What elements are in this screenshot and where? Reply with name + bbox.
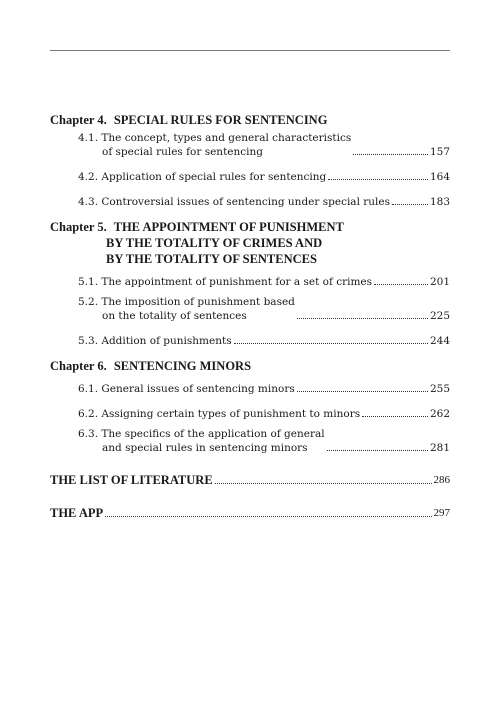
entry-label: 4.2. Application of special rules for sentencing <box>78 171 327 183</box>
chapter-title-line: BY THE TOTALITY OF SENTENCES <box>106 252 317 266</box>
entry-label: 5.3. Addition of punishments <box>78 335 232 347</box>
page-number: 164 <box>429 171 450 183</box>
dot-leader <box>234 329 428 344</box>
dot-leader <box>353 140 428 155</box>
page-number: 255 <box>429 383 450 395</box>
page-number: 183 <box>429 196 450 208</box>
entry-label-continuation: and special rules in sentencing minors <box>102 442 308 454</box>
entry-label: 5.1. The appointment of punishment for a set of crimes <box>78 276 373 288</box>
page-number: 281 <box>429 442 450 454</box>
page-number: 297 <box>433 507 450 519</box>
header-rule <box>50 50 450 51</box>
dot-leader <box>392 190 428 205</box>
toc-entry[interactable] <box>78 402 450 421</box>
chapter-title-line: THE APPOINTMENT OF PUNISHMENT <box>113 220 344 234</box>
chapter-4-title <box>50 112 450 128</box>
entry-label-line: 6.3. The specifics of the application of general <box>78 428 325 440</box>
chapter-5-title <box>50 219 450 267</box>
toc-entry[interactable] <box>78 377 450 396</box>
entry-label <box>78 427 325 455</box>
chapter-title-line: SENTENCING MINORS <box>113 359 252 373</box>
dot-leader <box>362 402 428 417</box>
dot-leader <box>105 502 431 517</box>
page-number: 201 <box>429 276 450 288</box>
chapter-title-line: SPECIAL RULES FOR SENTENCING <box>113 113 328 127</box>
entry-label-continuation: on the totality of sentences <box>102 310 247 322</box>
dot-leader <box>215 469 432 484</box>
toc-entry[interactable] <box>78 295 450 323</box>
chapter-number: Chapter 6. <box>50 359 107 373</box>
chapter-6 <box>50 358 450 455</box>
entry-label-line: 5.2. The imposition of punishment based <box>78 296 295 308</box>
entry-label: 6.2. Assigning certain types of punishment to minors <box>78 408 361 420</box>
entry-label: THE APP <box>50 506 104 520</box>
entry-label: 4.3. Controversial issues of sentencing under special rules <box>78 196 391 208</box>
chapter-number: Chapter 4. <box>50 113 107 127</box>
toc-entry[interactable] <box>78 190 450 209</box>
chapter-4 <box>50 112 450 209</box>
entry-label <box>78 131 351 159</box>
dot-leader <box>327 436 428 451</box>
chapter-5 <box>50 219 450 348</box>
page-number: 262 <box>429 408 450 420</box>
dot-leader <box>297 377 428 392</box>
table-of-contents <box>50 112 450 521</box>
chapter-6-title <box>50 358 450 374</box>
page-number: 225 <box>429 310 450 322</box>
toc-entry[interactable] <box>78 427 450 455</box>
entry-label-continuation: of special rules for sentencing <box>102 146 263 158</box>
toc-entry[interactable] <box>78 131 450 159</box>
toc-entry[interactable] <box>78 165 450 184</box>
dot-leader <box>297 304 428 319</box>
entry-label: THE LIST OF LITERATURE <box>50 473 213 487</box>
entry-label: 6.1. General issues of sentencing minors <box>78 383 295 395</box>
page-number: 157 <box>429 146 450 158</box>
dot-leader <box>374 270 428 285</box>
toc-entry[interactable] <box>78 270 450 289</box>
entry-label <box>78 295 295 323</box>
entry-label-line: 4.1. The concept, types and general characteristics <box>78 132 352 144</box>
page-number: 286 <box>433 474 450 486</box>
chapter-number: Chapter 5. <box>50 220 107 234</box>
toc-entry-app[interactable] <box>50 502 450 521</box>
chapter-title-line: BY THE TOTALITY OF CRIMES AND <box>106 236 323 250</box>
page-number: 244 <box>429 335 450 347</box>
toc-entry[interactable] <box>78 329 450 348</box>
toc-entry-literature[interactable] <box>50 469 450 488</box>
dot-leader <box>328 165 428 180</box>
